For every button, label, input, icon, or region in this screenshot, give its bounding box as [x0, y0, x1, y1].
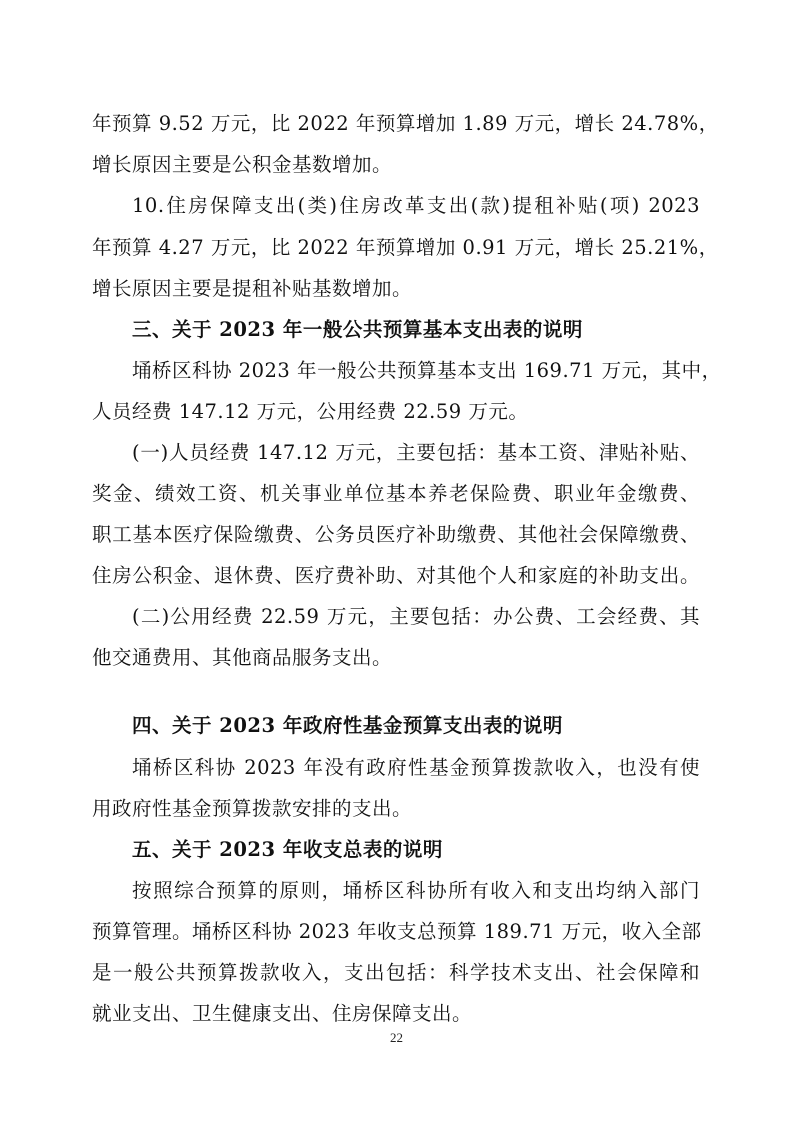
text-line: (二)公用经费 22.59 万元，主要包括：办公费、工会经费、其 [132, 605, 700, 628]
text-line: 就业支出、卫生健康支出、住房保障支出。 [92, 1002, 473, 1025]
text-line: 他交通费用、其他商品服务支出。 [92, 646, 393, 669]
text-line: 人员经费 147.12 万元，公用经费 22.59 万元。 [92, 400, 529, 423]
text-line: 按照综合预算的原则，埇桥区科协所有收入和支出均纳入部门 [132, 879, 700, 902]
section-heading: 四、关于 2023 年政府性基金预算支出表的说明 [132, 714, 563, 737]
text-line: 10.住房保障支出(类)住房改革支出(款)提租补贴(项) 2023 [132, 194, 700, 217]
text-line: 住房公积金、退休费、医疗费补助、对其他个人和家庭的补助支出。 [92, 564, 700, 587]
text-line: 用政府性基金预算拨款安排的支出。 [92, 797, 413, 820]
page-number: 22 [390, 1030, 403, 1045]
section-heading: 五、关于 2023 年收支总表的说明 [132, 838, 443, 861]
text-line: 埇桥区科协 2023 年一般公共预算基本支出 169.71 万元，其中， [132, 359, 722, 382]
text-line: 职工基本医疗保险缴费、公务员医疗补助缴费、其他社会保障缴费、 [92, 523, 700, 546]
text-line: 年预算 4.27 万元，比 2022 年预算增加 0.91 万元，增长 25.21%， [92, 236, 719, 259]
text-line: 是一般公共预算拨款收入，支出包括：科学技术支出、社会保障和 [92, 961, 700, 984]
text-line: 奖金、绩效工资、机关事业单位基本养老保险费、职业年金缴费、 [92, 482, 700, 505]
text-line: 增长原因主要是提租补贴基数增加。 [92, 277, 413, 300]
text-line: (一)人员经费 147.12 万元，主要包括：基本工资、津贴补贴、 [132, 441, 700, 464]
text-line: 预算管理。埇桥区科协 2023 年收支总预算 189.71 万元，收入全部 [92, 920, 702, 943]
section-heading: 三、关于 2023 年一般公共预算基本支出表的说明 [132, 318, 583, 341]
text-line: 增长原因主要是公积金基数增加。 [92, 153, 393, 176]
text-line: 埇桥区科协 2023 年没有政府性基金预算拨款收入，也没有使 [132, 756, 700, 779]
text-line: 年预算 9.52 万元，比 2022 年预算增加 1.89 万元，增长 24.78%， [92, 112, 719, 135]
